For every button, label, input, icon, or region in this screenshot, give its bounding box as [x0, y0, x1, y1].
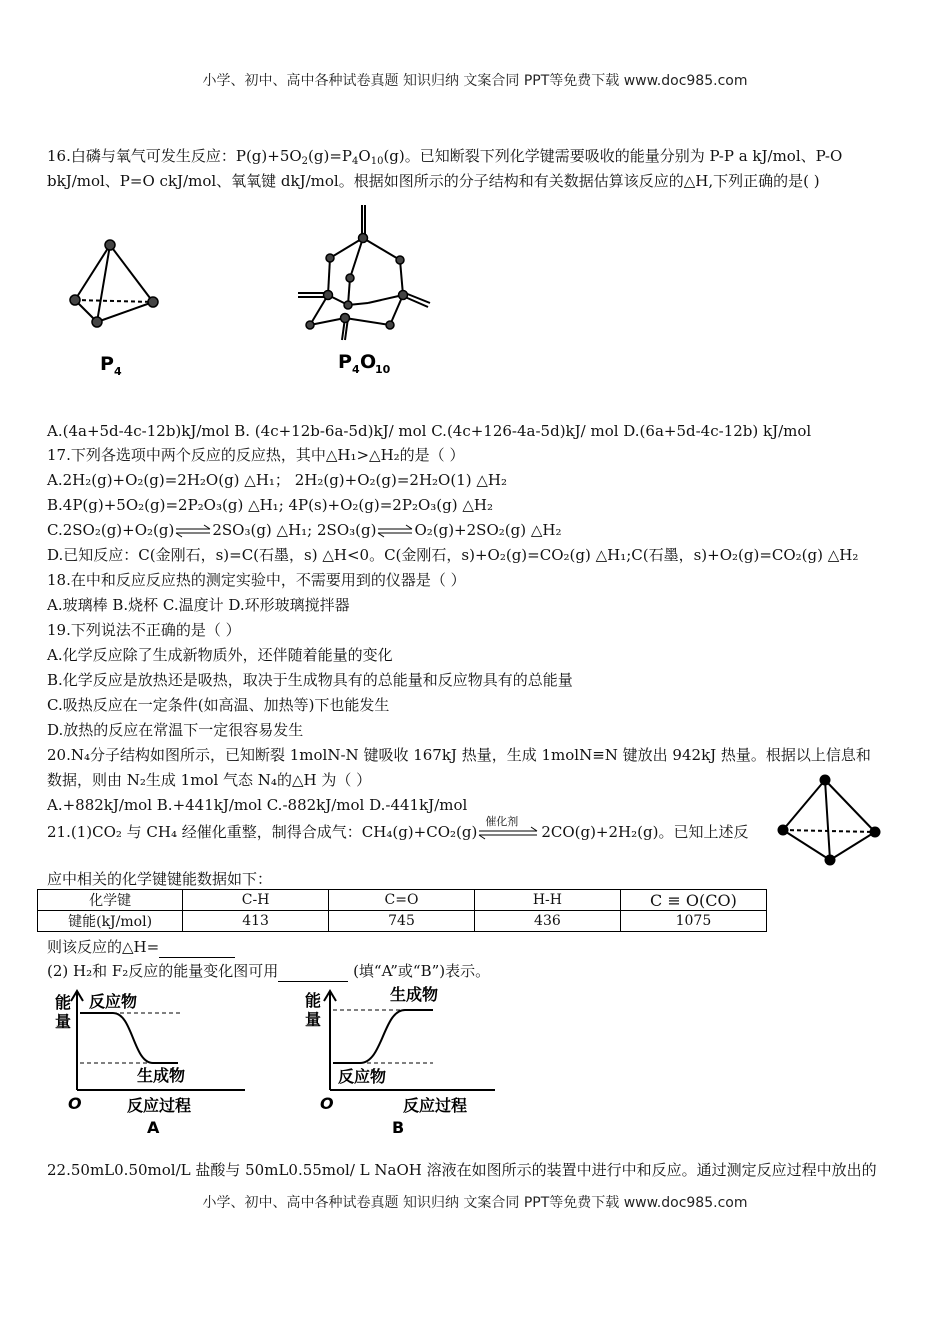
q20-line2: 数据，则由 N₂生成 1mol 气态 N₄的△H 为（ ） — [47, 771, 372, 789]
svg-text:量: 量 — [305, 1010, 322, 1029]
q19-option-c: C.吸热反应在一定条件(如高温、加热等)下也能发生 — [47, 696, 390, 714]
q19-option-d: D.放热的反应在常温下一定很容易发生 — [47, 721, 304, 739]
svg-text:4: 4 — [114, 365, 122, 378]
table-header-cell: C=O — [329, 890, 475, 911]
energy-curve-a — [80, 1013, 178, 1063]
equilibrium-arrow-icon — [174, 524, 212, 538]
p4-molecule-figure — [55, 195, 205, 380]
product-label-b: 生成物 — [390, 985, 439, 1004]
equilibrium-arrow-icon — [477, 823, 541, 843]
q19-option-a: A.化学反应除了生成新物质外，还伴随着能量的变化 — [47, 646, 393, 664]
energy-curve-b — [333, 1010, 433, 1063]
q19-stem: 19.下列说法不正确的是（ ） — [47, 621, 241, 639]
q17-option-c: C.2SO₂(g)+O₂(g) 2SO₃(g) △H₁; 2SO₃(g) O₂(g)+2SO₂(g) △H₂ — [47, 521, 562, 539]
bond-energy-table — [37, 889, 767, 932]
tag-a: A — [147, 1118, 160, 1137]
q16-line1: 16.白磷与氧气可发生反应：$P(g)+5O_2(g)=P_4O_{10}(g)$。已知断裂下列化学键需要吸收的能量分别为 P-P a kJ/mol、P-O — [47, 147, 843, 167]
q20-options: A.+882kJ/mol B.+441kJ/mol C.-882kJ/mol D.-441kJ/mol — [47, 796, 468, 814]
energy-diagram-a — [55, 985, 255, 1140]
reactant-label-a: 反应物 — [89, 992, 138, 1011]
svg-text:量: 量 — [55, 1012, 72, 1031]
q17-option-a: A.2H₂(g)+O₂(g)=2H₂O(g) △H₁； 2H₂(g)+O₂(g)=2H₂O(1) △H₂ — [47, 471, 507, 489]
table-header-cell: 化学键 — [38, 890, 183, 911]
answer-blank[interactable] — [159, 937, 235, 958]
q17-option-b: B.4P(g)+5O₂(g)=2P₂O₃(g) △H₁; 4P(s)+O₂(g)=2P₂O₃(g) △H₂ — [47, 496, 493, 514]
table-header-row — [38, 890, 767, 911]
table-cell: 436 — [474, 911, 620, 932]
q20-line1: 20.N₄分子结构如图所示，已知断裂 1molN-N 键吸收 167kJ 热量，生成 1molN≡N 键放出 942kJ 热量。根据以上信息和 — [47, 746, 871, 764]
ylabel-b: 能 — [305, 991, 322, 1010]
q17-option-d: D.已知反应：C(金刚石，s)=C(石墨，s) △H<0。C(金刚石，s)+O₂(g)=CO₂(g) △H₁;C(石墨，s)+O₂(g)=CO₂(g) △H₂ — [47, 546, 859, 564]
equilibrium-arrow-icon — [376, 524, 414, 538]
table-cell: 413 — [183, 911, 329, 932]
energy-diagram-b — [305, 985, 505, 1140]
table-header-cell: H-H — [474, 890, 620, 911]
svg-text:10: 10 — [375, 363, 391, 376]
p4-label: P — [100, 353, 114, 375]
answer-blank[interactable] — [278, 961, 348, 982]
q21-dh-line: 则该反应的△H= — [47, 937, 235, 958]
table-header-cell: C-H — [183, 890, 329, 911]
q19-option-b: B.化学反应是放热还是吸热，取决于生成物具有的总能量和反应物具有的总能量 — [47, 671, 573, 689]
p4o10-molecule-figure — [290, 200, 470, 380]
tag-b: B — [392, 1118, 405, 1137]
page-footer: 小学、初中、高中各种试卷真题 知识归纳 文案合同 PPT等免费下载 www.doc985.com — [202, 1195, 748, 1211]
n4-molecule-figure — [775, 772, 890, 872]
svg-text:O: O — [360, 351, 377, 373]
q21-line2: 应中相关的化学键键能数据如下： — [47, 870, 273, 888]
q22-line1: 22.50mL0.50mol/L 盐酸与 50mL0.55mol/ L NaOH 溶液在如图所示的装置中进行中和反应。通过测定反应过程中放出的 — [47, 1161, 877, 1179]
q21-line1: 21.(1)CO₂ 与 CH₄ 经催化重整，制得合成气：CH₄(g)+CO₂(g) 催化剂 2CO(g)+2H₂(g)。已知上述反 — [47, 815, 749, 841]
svg-text:4: 4 — [352, 363, 360, 376]
table-header-cell: C ≡ O(CO) — [620, 890, 766, 911]
q17-stem: 17.下列各选项中两个反应的反应热，其中△H₁>△H₂的是（ ） — [47, 446, 465, 464]
ylabel-a: 能 — [55, 993, 72, 1012]
table-row — [38, 911, 767, 932]
table-cell: 745 — [329, 911, 475, 932]
table-row-label: 键能(kJ/mol) — [38, 911, 183, 932]
xlabel-a: 反应过程 — [127, 1096, 192, 1115]
reactant-label-b: 反应物 — [338, 1067, 387, 1086]
p4o10-label: P — [338, 351, 352, 373]
q18-stem: 18.在中和反应反应热的测定实验中，不需要用到的仪器是（ ） — [47, 571, 466, 589]
q16-options: A.(4a+5d-4c-12b)kJ/mol B. (4c+12b-6a-5d)kJ/ mol C.(4c+126-4a-5d)kJ/ mol D.(6a+5d-4c-12b) kJ/mol — [47, 422, 812, 440]
page-header: 小学、初中、高中各种试卷真题 知识归纳 文案合同 PPT等免费下载 www.doc985.com — [202, 73, 748, 89]
xlabel-b: 反应过程 — [403, 1096, 468, 1115]
catalyst-arrow: 催化剂 — [477, 823, 541, 843]
q18-options: A.玻璃棒 B.烧杯 C.温度计 D.环形玻璃搅拌器 — [47, 596, 350, 614]
origin-label-b: O — [320, 1094, 334, 1113]
table-cell: 1075 — [620, 911, 766, 932]
origin-label-a: O — [68, 1094, 82, 1113]
q16-line2: bkJ/mol、P=O ckJ/mol、氧氧键 dkJ/mol。根据如图所示的分子结构和有关数据估算该反应的△H,下列正确的是( ) — [47, 172, 820, 190]
q21-part2: (2) H₂和 F₂反应的能量变化图可用 (填“A”或“B”)表示。 — [47, 962, 491, 980]
product-label-a: 生成物 — [137, 1066, 186, 1085]
